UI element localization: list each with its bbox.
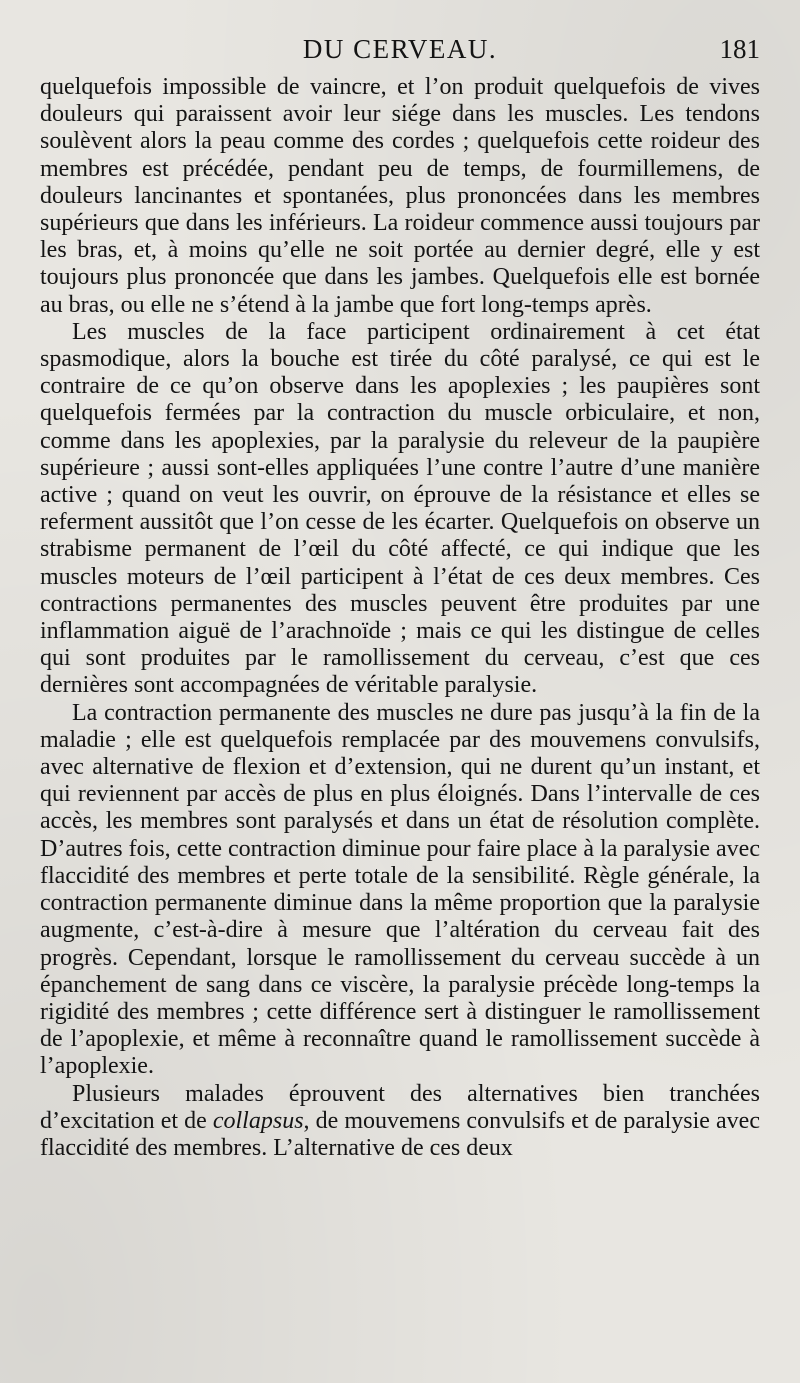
paragraph-1 — [40, 74, 760, 319]
paragraph-3-text: La contraction permanente des muscles ne dure pas jusqu’à la fin de la maladie ; elle est quelquefois remplacée par des mouvemens convulsifs, avec alternative de flexion et d’extension, qui ne durent qu’un instant, et qui reviennent par accès de plus en plus éloignés. Dans l’intervalle de ces accès, les membres sont paralysés et dans un état de résolution complète. D’autres fois, cette contraction diminue pour faire place à la paralysie avec flaccidité des membres et perte totale de la sensibilité. Règle générale, la contraction permanente diminue dans la même proportion que la paralysie augmente, c’est-à-dire à mesure que l’altération du cerveau fait des progrès. Cependant, lorsque le ramollissement du cerveau succède à un épanchement de sang dans ce viscère, la paralysie précède long-temps la rigidité des membres ; cette différence sert à distinguer le ramollissement de l’apoplexie, et même à reconnaître quand le ramollissement succède à l’apoplexie. — [40, 699, 760, 1080]
running-head — [40, 34, 760, 74]
paragraph-4-text-end: , de mouvemens convulsifs et de paralysie avec flaccidité des membres. L’alternative de ces deux — [40, 1107, 760, 1161]
page-number: 181 — [719, 34, 760, 64]
paragraph-4-text-start: Plusieurs malades éprouvent des alternatives bien tranchées d’excitation et de — [40, 1080, 760, 1134]
paragraph-1-text: quelquefois impossible de vaincre, et l’on produit quelquefois de vives douleurs qui paraissent avoir leur siége dans les muscles. Les tendons soulèvent alors la peau comme des cordes ; quelquefois cette roideur des membres est précédée, pendant peu de temps, de fourmillemens, de douleurs lancinantes et spontanées, plus prononcées dans les membres supérieurs que dans les inférieurs. La roideur commence aussi toujours par les bras, et, à moins qu’elle ne soit portée au dernier degré, elle y est toujours plus prononcée que dans les jambes. Quelquefois elle est bornée au bras, ou elle ne s’étend à la jambe que fort long-temps après. — [40, 74, 760, 318]
paragraph-4 — [40, 1081, 760, 1163]
paragraph-4-italic-term: collapsus — [212, 1107, 304, 1134]
paragraph-2-text: Les muscles de la face participent ordinairement à cet état spasmodique, alors la bouche est tirée du côté paralysé, ce qui est le contraire de ce qu’on observe dans les apoplexies ; les paupières sont quelquefois fermées par la contraction du muscle orbiculaire, et non, comme dans les apoplexies, par la paralysie du releveur de la paupière supérieure ; aussi sont-elles appliquées l’une contre l’autre d’une manière active ; quand on veut les ouvrir, on éprouve de la résistance et elles se referment aussitôt que l’on cesse de les écarter. Quelquefois on observe un strabisme permanent de l’œil du côté affecté, ce qui indique que les muscles moteurs de l’œil participent à l’état de ces deux membres. Ces contractions permanentes des muscles peuvent être produites par une inflammation aiguë de l’arachnoïde ; mais ce qui les distingue de celles qui sont produites par le ramollissement du cerveau, c’est que ces dernières sont accompagnées de véritable paralysie. — [40, 318, 760, 699]
running-title: DU CERVEAU. — [302, 34, 498, 64]
paragraph-2 — [40, 319, 760, 700]
paragraph-3 — [40, 700, 760, 1081]
body-text — [40, 74, 760, 1162]
